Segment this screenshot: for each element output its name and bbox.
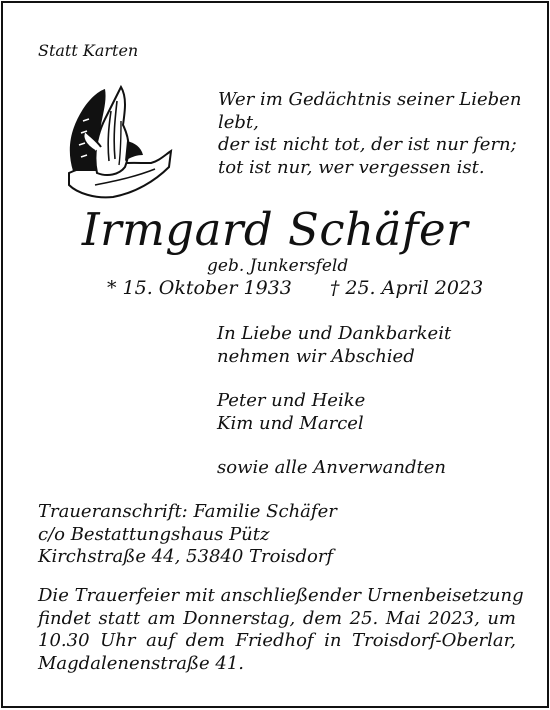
quote-line: lebt, (218, 111, 259, 133)
farewell-line: nehmen wir Abschied (217, 345, 415, 367)
deceased-name: Irmgard Schäfer (81, 203, 469, 256)
memorial-quote (218, 89, 528, 179)
ceremony-line: Die Trauerfeier mit anschließender Urnenbeisetzung (38, 585, 524, 606)
farewell-line: In Liebe und Dankbarkeit (217, 323, 452, 344)
quote-line: der ist nicht tot, der ist nur fern; (218, 134, 517, 155)
farewell-text (217, 323, 451, 368)
mourning-address (38, 501, 337, 569)
ceremony-line: 10.30 Uhr auf dem Friedhof in Troisdorf-Oberlar, (38, 630, 516, 651)
ceremony-line: findet statt am Donnerstag, dem 25. Mai 2023, um (38, 607, 516, 629)
ceremony-details (38, 585, 524, 675)
relatives-text: sowie alle Anverwandten (217, 457, 446, 478)
family-line: Peter und Heike (217, 390, 366, 411)
quote-line: tot ist nur, wer vergessen ist. (218, 156, 485, 178)
death-date: † 25. April 2023 (329, 277, 484, 299)
obituary-notice (1, 1, 549, 708)
family-line: Kim und Marcel (217, 412, 364, 434)
statt-karten-label: Statt Karten (38, 41, 139, 60)
ceremony-line: Magdalenenstraße 41. (38, 652, 245, 674)
birth-name: geb. Junkersfeld (207, 256, 349, 276)
address-line: Traueranschrift: Familie Schäfer (38, 501, 337, 522)
life-dates (107, 277, 483, 299)
quote-line: Wer im Gedächtnis seiner Lieben (218, 89, 522, 110)
address-line: c/o Bestattungshaus Pütz (38, 523, 270, 545)
birth-date: * 15. Oktober 1933 (107, 277, 292, 299)
address-line: Kirchstraße 44, 53840 Troisdorf (38, 546, 334, 567)
family-names (217, 390, 365, 435)
praying-hands-icon (55, 81, 173, 201)
